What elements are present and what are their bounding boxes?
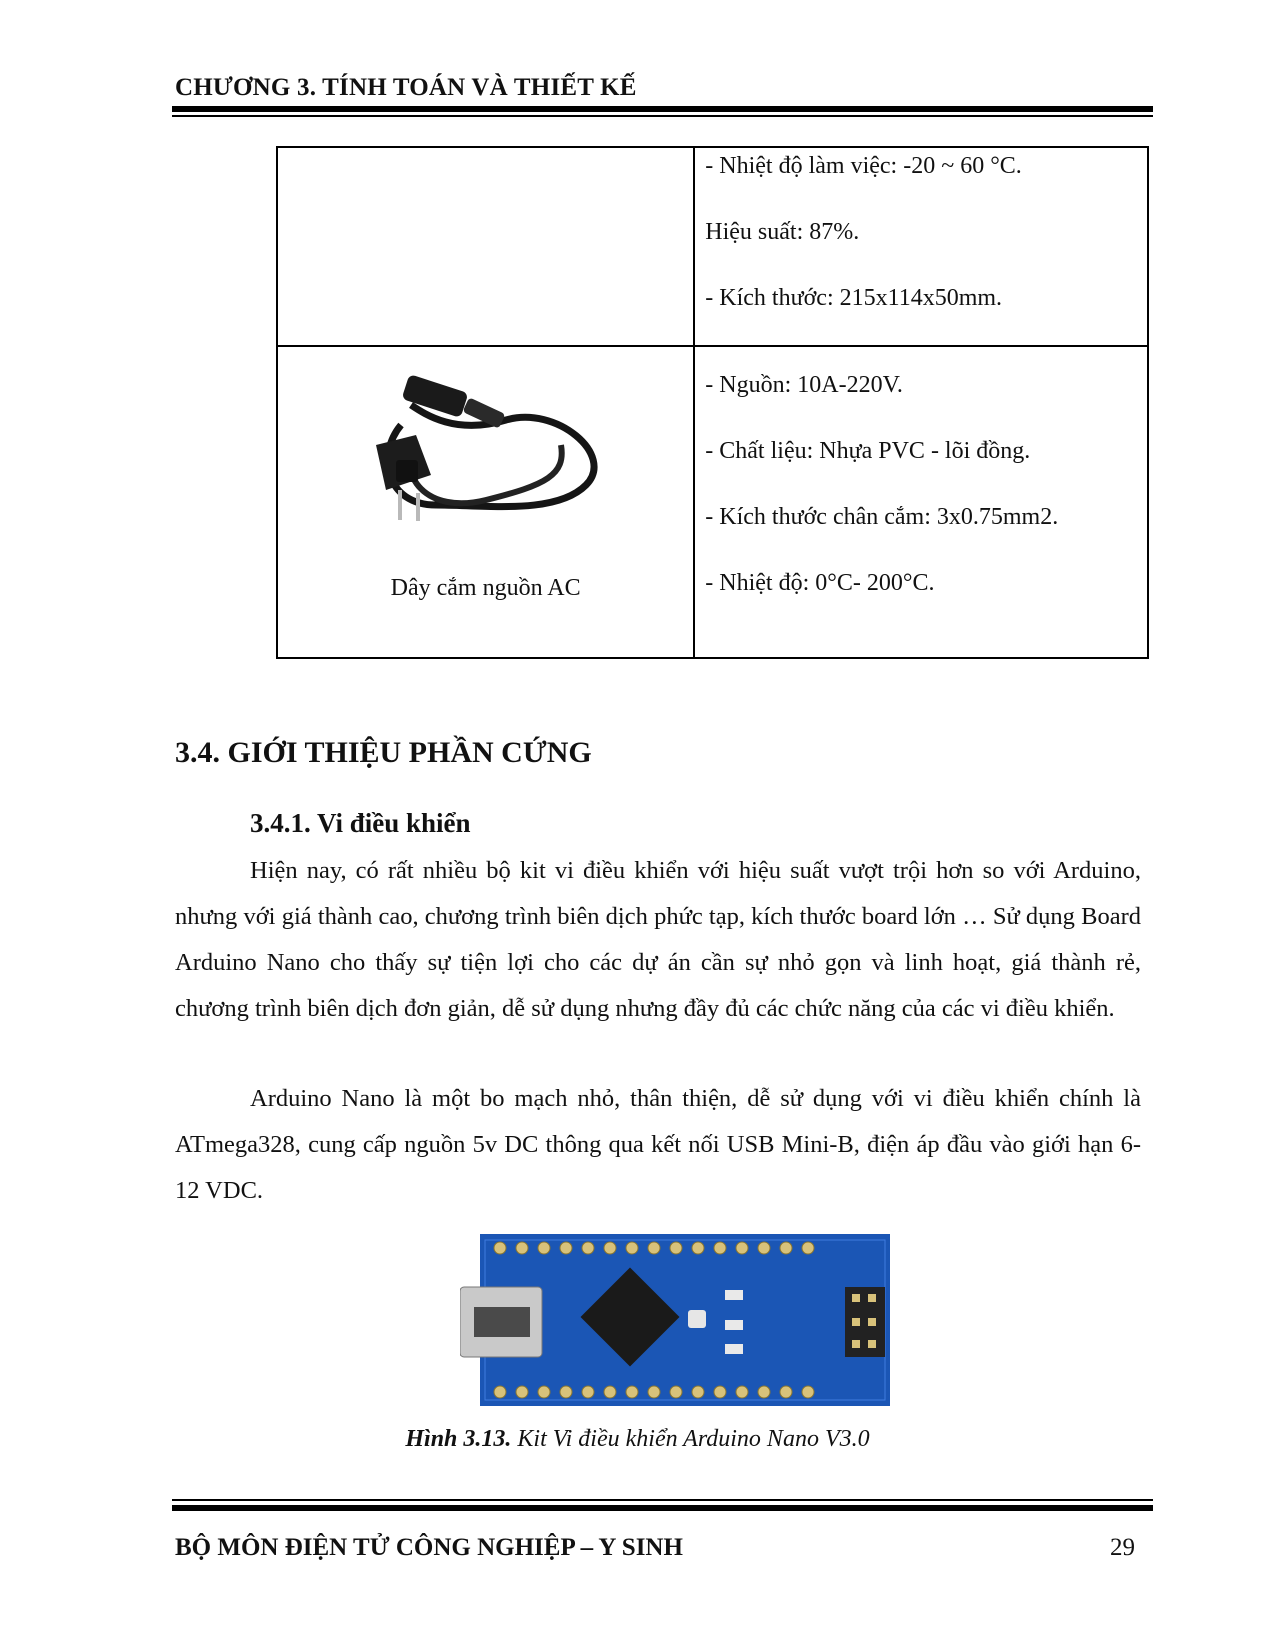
spec-line: - Nhiệt độ làm việc: -20 ~ 60 °C. [705, 153, 1022, 179]
section-heading: 3.4. GIỚI THIỆU PHẦN CỨNG [175, 736, 592, 769]
power-cord-caption: Dây cắm nguồn AC [390, 575, 581, 601]
footer-rule-thick [172, 1505, 1153, 1511]
paragraph-1: Hiện nay, có rất nhiều bộ kit vi điều khiển với hiệu suất vượt trội hơn so với Arduino, nhưng với giá thành cao, chương trình biên dịch phức tạp, kích thước board lớn … Sử dụng Board Arduino Nano cho thấy sự tiện lợi cho các dự án cần sự nhỏ gọn và linh hoạt, giá thành rẻ, chương trình biên dịch đơn giản, dễ sử dụng nhưng đầy đủ các chức năng của các vi điều khiển. [175, 857, 1141, 1022]
chapter-header: CHƯƠNG 3. TÍNH TOÁN VÀ THIẾT KẾ [175, 74, 637, 101]
header-rule-thick [172, 106, 1153, 112]
arduino-nano-image [460, 1232, 909, 1409]
spec-line: - Kích thước chân cắm: 3x0.75mm2. [705, 504, 1059, 530]
spec-line: Hiệu suất: 87%. [705, 219, 860, 245]
subsection-heading: 3.4.1. Vi điều khiển [250, 808, 471, 838]
table-cell-empty [277, 147, 694, 346]
table-row [277, 346, 1148, 658]
spec-table [276, 146, 1149, 659]
figure-caption-text: Kit Vi điều khiển Arduino Nano V3.0 [511, 1426, 870, 1452]
table-cell-specs-2 [694, 346, 1148, 658]
footer-department: BỘ MÔN ĐIỆN TỬ CÔNG NGHIỆP – Y SINH [175, 1534, 683, 1561]
figure-caption-label: Hình 3.13. [405, 1426, 512, 1452]
table-cell-specs-1 [694, 147, 1148, 346]
footer-rule-thin [172, 1499, 1153, 1501]
spec-line: - Nguồn: 10A-220V. [705, 372, 903, 398]
spec-line: - Nhiệt độ: 0°C- 200°C. [705, 570, 935, 596]
spec-line: - Kích thước: 215x114x50mm. [705, 285, 1003, 311]
table-row [277, 147, 1148, 346]
figure-caption [0, 1426, 1275, 1453]
table-cell-power-cord [277, 346, 694, 658]
paragraph-2: Arduino Nano là một bo mạch nhỏ, thân thiện, dễ sử dụng với vi điều khiển chính là ATmega328, cung cấp nguồn 5v DC thông qua kết nối USB Mini-B, điện áp đầu vào giới hạn 6-12 VDC. [175, 1085, 1141, 1204]
power-cord-image [356, 365, 616, 535]
header-rule-thin [172, 115, 1153, 117]
page-number: 29 [1110, 1534, 1135, 1561]
spec-line: - Chất liệu: Nhựa PVC - lõi đồng. [705, 438, 1031, 464]
